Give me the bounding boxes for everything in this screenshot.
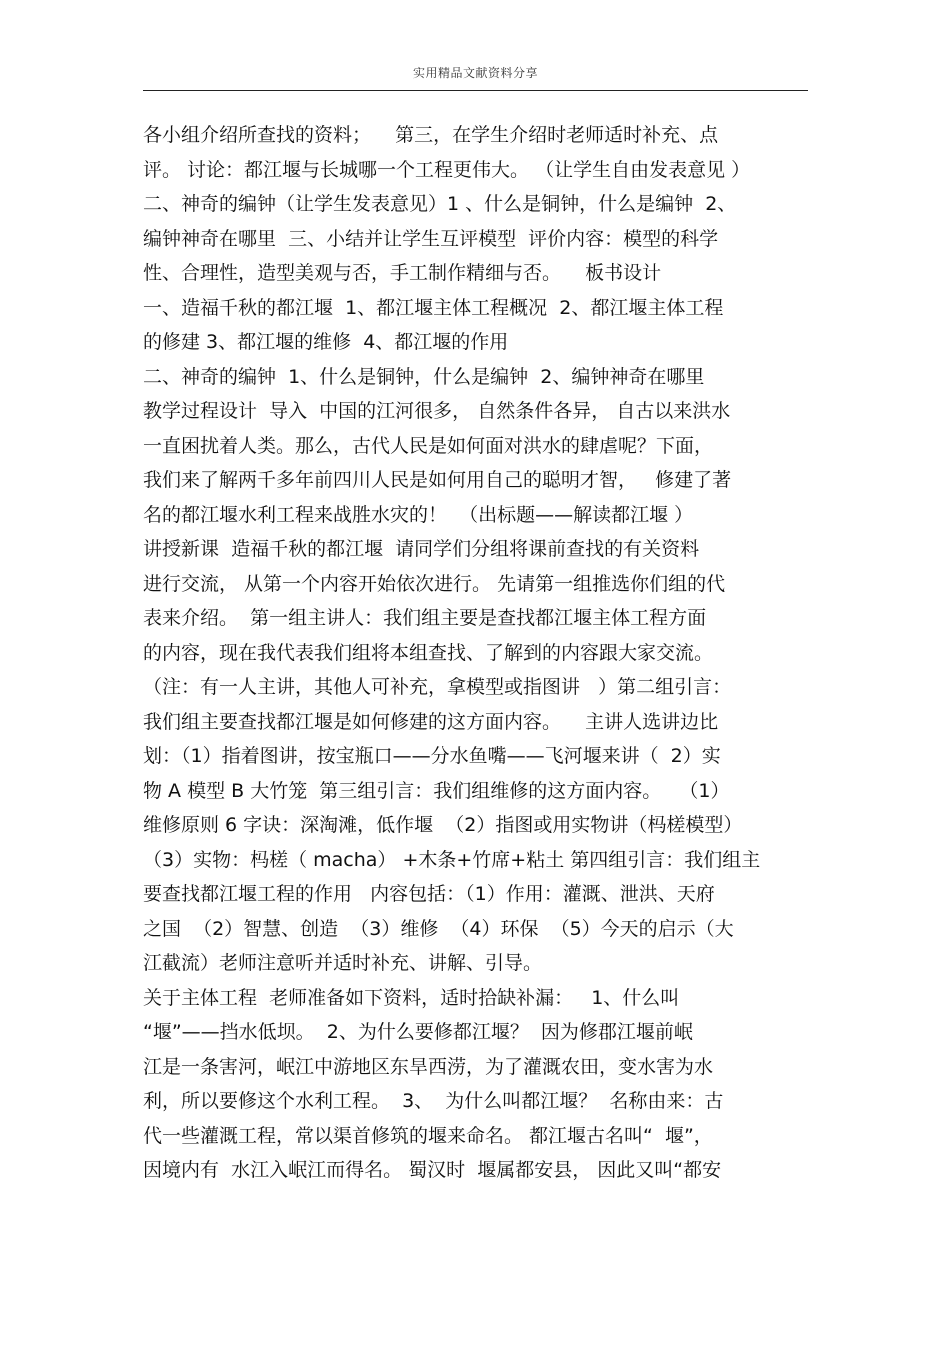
text-line: 江是一条害河，岷江中游地区东旱西涝，为了灌溉农田，变水害为水 (143, 1055, 714, 1078)
text-line: 进行交流， 从第一个内容开始依次进行。 先请第一组推选你们组的代 (143, 572, 726, 595)
text-line: 教学过程设计 导入 中国的江河很多， 自然条件各异， 自古以来洪水 (143, 400, 731, 422)
text-line: 二、神奇的编钟（让学生发表意见）1 、什么是铜钟，什么是编钟 2、 (143, 193, 737, 215)
text-line: 利，所以要修这个水利工程。 3、 为什么叫都江堰？ 名称由来：古 (143, 1090, 724, 1112)
text-line: 维修原则 6 字诀：深淘滩，低作堰 （2）指图或用实物讲（杩槎模型） (143, 814, 743, 836)
text-line: 一、造福千秋的都江堰 1、都江堰主体工程概况 2、都江堰主体工程 (143, 296, 724, 319)
text-line: 代一些灌溉工程，常以渠首修筑的堰来命名。 都江堰古名叫“ 堰”， (143, 1124, 713, 1147)
text-line: 我们来了解两千多年前四川人民是如何用自己的聪明才智， 修建了著 (143, 469, 732, 491)
text-line: （3）实物：杩槎（ macha） +木条+竹席+粘土 第四组引言：我们组主 (143, 848, 761, 871)
header-divider (143, 90, 808, 91)
text-line: 名的都江堰水利工程来战胜水灾的！ （出标题——解读都江堰 ） (143, 503, 694, 526)
text-line: 我们组主要查找都江堰是如何修建的这方面内容。 主讲人选讲边比 (143, 710, 719, 733)
text-line: 江截流）老师注意听并适时补充、讲解、引导。 (143, 952, 543, 974)
text-line: 一直困扰着人类。那么，古代人民是如何面对洪水的肆虐呢？下面， (143, 434, 714, 457)
text-line: 关于主体工程 老师准备如下资料，适时拾缺补漏： 1、什么叫 (143, 986, 680, 1009)
text-line: “堰”——挡水低坝。 2、为什么要修都江堰？ 因为修郡江堰前岷 (143, 1021, 693, 1043)
text-line: 表来介绍。 第一组主讲人：我们组主要是查找都江堰主体工程方面 (143, 607, 707, 629)
text-line: 要查找都江堰工程的作用 内容包括：（1）作用：灌溉、泄洪、天府 (143, 883, 715, 905)
text-line: 二、神奇的编钟 1、什么是铜钟，什么是编钟 2、编钟神奇在哪里 (143, 365, 705, 388)
text-line: 各小组介绍所查找的资料； 第三，在学生介绍时老师适时补充、点 (143, 124, 719, 146)
text-line: 划：（1）指着图讲，按宝瓶口——分水鱼嘴——飞河堰来讲（ 2）实 (143, 745, 721, 767)
text-line: 评。 讨论：都江堰与长城哪一个工程更伟大。 （让学生自由发表意见 ） (143, 158, 751, 181)
text-line: 的修建 3、都江堰的维修 4、都江堰的作用 (143, 331, 509, 353)
text-line: 物 A 模型 B 大竹笼 第三组引言：我们组维修的这方面内容。 （1） (143, 779, 730, 802)
page-header-title: 实用精品文献资料分享 (412, 66, 538, 80)
text-line: 因境内有 水江入岷江而得名。 蜀汉时 堰属都安县， 因此又叫“都安 (143, 1159, 722, 1181)
text-line: （注：有一人主讲，其他人可补充，拿模型或指图讲 ）第二组引言： (143, 676, 732, 698)
text-line: 编钟神奇在哪里 三、小结并让学生互评模型 评价内容：模型的科学 (143, 227, 719, 250)
text-line: 性、合理性，造型美观与否，手工制作精细与否。 板书设计 (143, 262, 662, 284)
text-line: 讲授新课 造福千秋的都江堰 请同学们分组将课前查找的有关资料 (143, 538, 700, 560)
text-line: 之国 （2）智慧、创造 （3）维修 （4）环保 （5）今天的启示（大 (143, 917, 734, 940)
document-body (143, 118, 811, 1188)
text-line: 的内容，现在我代表我们组将本组查找、了解到的内容跟大家交流。 (143, 641, 714, 664)
